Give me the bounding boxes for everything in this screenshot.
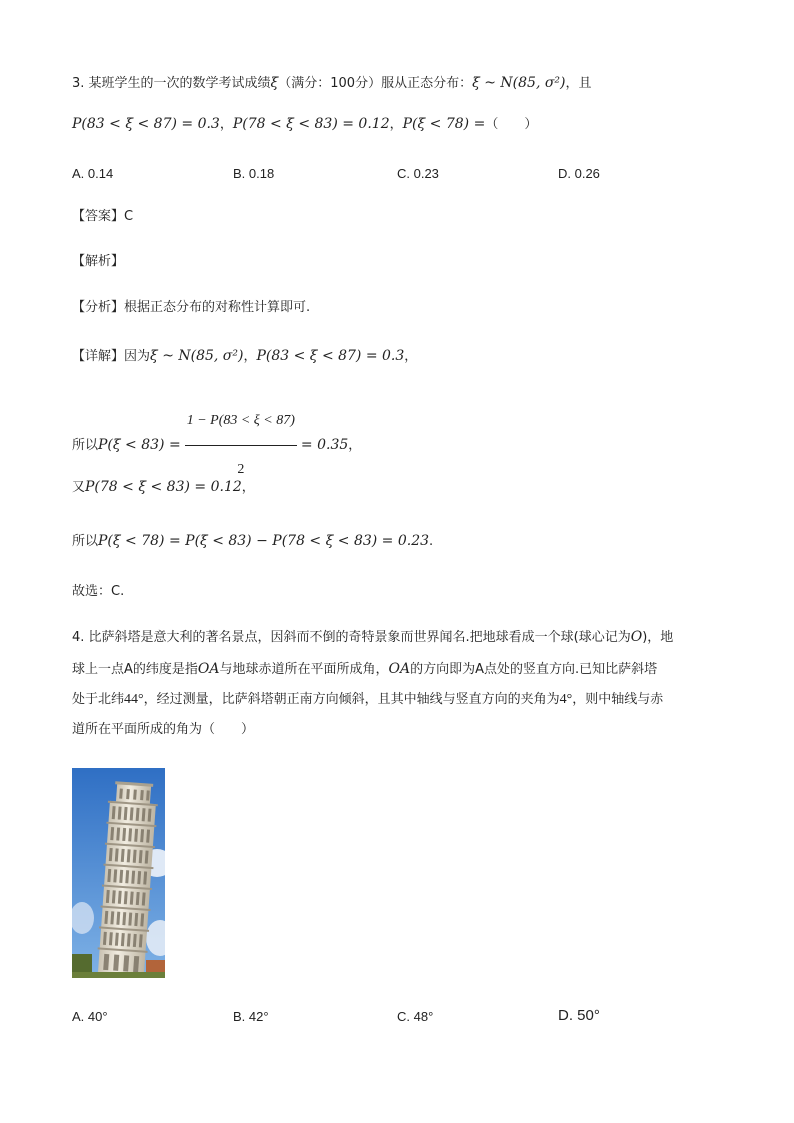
q4-line-3-a: 处于北纬: [72, 692, 125, 707]
fraction-numerator: 1 − P(83 < ξ < 87): [185, 398, 297, 446]
q4-line-1-b: )，地: [642, 630, 674, 645]
detail-line-4: [72, 531, 433, 552]
detail-4-expr: P(ξ < 78) = P(ξ < 83) − P(78 < ξ < 83) = 0.23: [98, 533, 430, 549]
q3-option-d: D. 0.26: [558, 166, 600, 181]
q4-line-2-b: 与地球赤道所在平面所成角，: [219, 662, 389, 677]
detail-3-end: ，: [241, 480, 255, 495]
detail-1-cond: P(83 < ξ < 87) = 0.3: [256, 348, 405, 364]
q4-option-c: C. 48°: [397, 1009, 434, 1024]
q3-paren: （ ）: [485, 117, 538, 132]
q4-line-4: 道所在平面所成的角为（ ）: [72, 722, 255, 737]
detail-4-end: .: [429, 534, 434, 549]
q3-answer: [72, 207, 133, 227]
q4-line-3: [72, 690, 663, 710]
q4-option-d: D. 50°: [558, 1007, 600, 1024]
q3-stem-c: ，且: [565, 76, 592, 91]
q4-OA: OA: [197, 661, 220, 677]
answer-value: C: [124, 209, 134, 224]
fenxi-label: 【分析】: [72, 300, 125, 315]
fraction-denominator: 2: [237, 462, 245, 477]
q3-condition-2: P(78 < ξ < 83) = 0.12: [232, 116, 390, 132]
q3-sep-1: ，: [219, 117, 233, 132]
detail-line-2: [72, 398, 362, 477]
detail-4-pre: 所以: [72, 534, 99, 549]
q3-option-b: B. 0.18: [233, 166, 275, 181]
detail-line-1: [72, 346, 417, 367]
q3-conclusion: 故选：C.: [72, 584, 125, 599]
q3-xi: ξ: [270, 75, 279, 91]
detail-1-sep: ，: [243, 349, 257, 364]
q3-option-a: A. 0.14: [72, 166, 114, 181]
detail-2-pre: 所以: [72, 438, 99, 453]
q3-condition-1: P(83 < ξ < 87) = 0.3: [72, 116, 220, 132]
q3-stem-b: （满分：100分）服从正态分布：: [278, 76, 473, 91]
q4-line-3-c: ，则中轴线与赤: [572, 692, 664, 707]
q3-stem-line: [72, 73, 592, 94]
fenxi-text: 根据正态分布的对称性计算即可.: [124, 300, 311, 315]
q4-line-3-b: ，经过测量，比萨斜塔朝正南方向倾斜，且其中轴线与竖直方向的夹角为: [143, 692, 560, 707]
q4-line-1-a: 4. 比萨斜塔是意大利的著名景点，因斜而不倒的奇特景象而世界闻名.把地球看成一个球(球心记为: [72, 630, 631, 645]
q4-deg-44: 44°: [124, 692, 144, 707]
q4-option-a: A. 40°: [72, 1009, 108, 1024]
q4-line-1: [72, 627, 673, 648]
q4-line-2-a: 球上一点A的纬度是指: [72, 662, 198, 677]
detail-2-end: ，: [348, 438, 362, 453]
q4-O: O: [630, 629, 643, 645]
xiangjie-label: 【详解】: [72, 349, 125, 364]
q3-question: P(ξ < 78) =: [402, 116, 486, 132]
q4-line-2: [72, 659, 657, 680]
analysis-label: 【解析】: [72, 254, 125, 269]
answer-label: 【答案】: [72, 209, 125, 224]
q3-option-c: C. 0.23: [397, 166, 439, 181]
q3-condition-line: [72, 114, 537, 135]
detail-1-dist: ξ ~ N(85, σ²): [150, 348, 244, 364]
detail-1-pre: 因为: [124, 349, 151, 364]
q4-deg-4: 4°: [559, 692, 573, 707]
leaning-tower-image: [72, 768, 165, 978]
fenxi-line: [72, 298, 310, 318]
detail-line-3: [72, 477, 255, 498]
q3-stem-a: 3. 某班学生的一次的数学考试成绩: [72, 76, 271, 91]
detail-3-expr: P(78 < ξ < 83) = 0.12: [85, 479, 242, 495]
leaning-tower-illustration: [72, 768, 165, 978]
detail-1-end: ，: [404, 349, 418, 364]
q4-line-2-c: 的方向即为A点处的竖直方向.已知比萨斜塔: [410, 662, 658, 677]
detail-2-lhs: P(ξ < 83) =: [98, 437, 181, 453]
detail-2-rhs: = 0.35: [300, 437, 349, 453]
q3-distribution: ξ ~ N(85, σ²): [472, 75, 566, 91]
q3-sep-2: ，: [389, 117, 403, 132]
q4-option-b: B. 42°: [233, 1009, 269, 1024]
q4-OA-2: OA: [388, 661, 411, 677]
detail-3-pre: 又: [72, 480, 86, 495]
